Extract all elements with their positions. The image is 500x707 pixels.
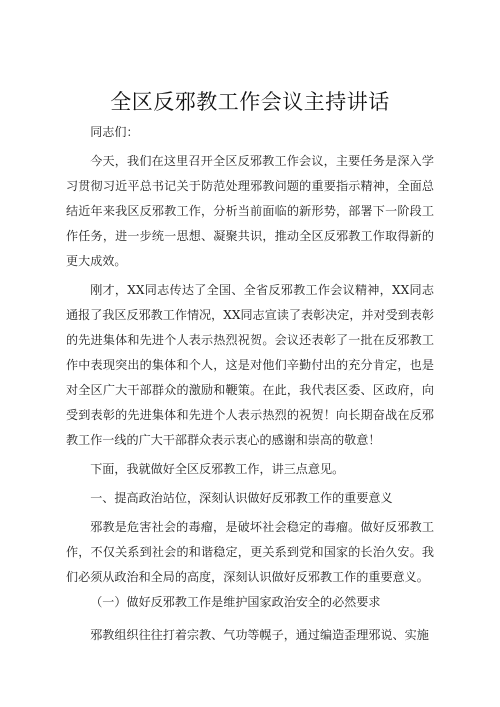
document-body (66, 120, 434, 648)
greeting: 同志们： (90, 125, 139, 139)
paragraph-section-1: 邪教是危害社会的毒瘤，是破坏社会稳定的毒瘤。做好反邪教工作，不仅关系到社会的和谐稳定，更关系到党和国家的长治久安。我们必须从政治和全局的高度，深刻认识做好反邪教工作的重要意义。 (66, 520, 434, 584)
paragraph-subsection-1: 邪教组织往往打着宗教、气功等幌子，通过编造歪理邪说、实施 (90, 628, 429, 642)
paragraph-opening: 今天，我们在这里召开全区反邪教工作会议，主要任务是深入学习贯彻习近平总书记关于防范处理邪教问题的重要指示精神，全面总结近年来我区反邪教工作，分析当前面临的新形势，部署下一阶段工作任务，进一步统一思想、凝聚共识，推动全区反邪教工作取得新的更大成效。 (66, 154, 434, 268)
section-heading-1: 一、提高政治站位，深刻认识做好反邪教工作的重要意义 (90, 491, 393, 505)
paragraph-intro-points: 下面，我就做好全区反邪教工作，讲三点意见。 (90, 462, 345, 476)
paragraph-recap: 刚才，XX同志传达了全国、全省反邪教工作会议精神，XX同志通报了我区反邪教工作情况，XX同志宣读了表彰决定，并对受到表彰的先进集体和先进个人表示热烈祝贺。会议还表彰了一批在反邪教工作中表现突出的集体和个人，这是对他们辛勤付出的充分肯定，也是对全区广大干部群众的激励和鞭策。在此，我代表区委、区政府，向受到表彰的先进集体和先进个人表示热烈的祝贺！向长期奋战在反邪教工作一线的广大干部群众表示衷心的感谢和崇高的敬意！ (66, 283, 434, 447)
subsection-heading-1: （一）做好反邪教工作是维护国家政治安全的必然要求 (90, 595, 381, 609)
document-title: 全区反邪教工作会议主持讲话 (110, 90, 390, 114)
